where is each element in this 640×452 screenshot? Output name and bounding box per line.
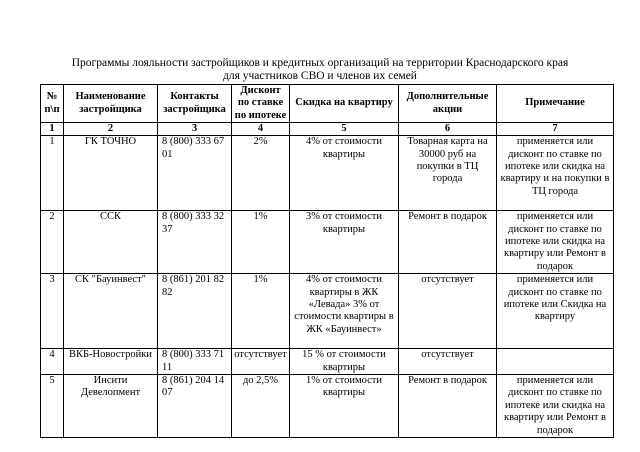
column-number: 6 <box>399 123 497 136</box>
developer-contacts: 8 (861) 201 82 82 <box>158 274 232 349</box>
document-title <box>40 57 600 83</box>
header-cell-number: № п\п <box>41 85 64 123</box>
developer-contacts: 8 (861) 204 14 07 <box>158 375 232 438</box>
row-number: 1 <box>41 136 64 211</box>
table-row <box>41 349 614 375</box>
apartment-discount: 4% от стоимости квартиры в ЖК «Левада» 3% от стоимости квартиры в ЖК «Бауинвест» <box>290 274 399 349</box>
mortgage-discount: 2% <box>232 136 290 211</box>
additional-actions: отсутствует <box>399 349 497 375</box>
note <box>497 349 614 375</box>
header-cell-apartment-discount: Скидка на квартиру <box>290 85 399 123</box>
developer-name: ВКБ-Новостройки <box>64 349 158 375</box>
developer-name: Инсити Девелопмент <box>64 375 158 438</box>
developer-contacts: 8 (800) 333 71 11 <box>158 349 232 375</box>
row-number: 2 <box>41 211 64 274</box>
title-line-1: Программы лояльности застройщиков и кредитных организаций на территории Краснодарского края <box>71 57 569 69</box>
header-cell-actions: Дополнительные акции <box>399 85 497 123</box>
mortgage-discount: отсутствует <box>232 349 290 375</box>
note: применяется или дисконт по ставке по ипотеке или скидка на квартиру или Ремонт в подарок <box>497 211 614 274</box>
table-row <box>41 211 614 274</box>
developer-name: ССК <box>64 211 158 274</box>
additional-actions: отсутствует <box>399 274 497 349</box>
developer-contacts: 8 (800) 333 32 37 <box>158 211 232 274</box>
apartment-discount: 1% от стоимости квартиры <box>290 375 399 438</box>
additional-actions: Ремонт в подарок <box>399 211 497 274</box>
developer-contacts: 8 (800) 333 67 01 <box>158 136 232 211</box>
note: применяется или дисконт по ставке по ипотеке или Скидка на квартиру <box>497 274 614 349</box>
title-line-2: для участников СВО и членов их семей <box>223 70 417 82</box>
table-row <box>41 136 614 211</box>
note: применяется или дисконт по ставке по ипотеке или скидка на квартиру и на покупки в ТЦ города <box>497 136 614 211</box>
mortgage-discount: до 2,5% <box>232 375 290 438</box>
note: применяется или дисконт по ставке по ипотеке или скидка на квартиру или Ремонт в подарок <box>497 375 614 438</box>
column-number: 4 <box>232 123 290 136</box>
mortgage-discount: 1% <box>232 211 290 274</box>
apartment-discount: 3% от стоимости квартиры <box>290 211 399 274</box>
column-number: 7 <box>497 123 614 136</box>
developer-name: СК "Бауинвест" <box>64 274 158 349</box>
column-number: 2 <box>64 123 158 136</box>
table-row <box>41 274 614 349</box>
header-cell-name: Наименование застройщика <box>64 85 158 123</box>
header-row <box>41 85 614 123</box>
header-cell-contacts: Контакты застройщика <box>158 85 232 123</box>
row-number: 5 <box>41 375 64 438</box>
column-number: 5 <box>290 123 399 136</box>
apartment-discount: 15 % от стоимости квартиры <box>290 349 399 375</box>
column-number: 3 <box>158 123 232 136</box>
row-number: 3 <box>41 274 64 349</box>
column-number: 1 <box>41 123 64 136</box>
column-number-row <box>41 123 614 136</box>
header-cell-note: Примечание <box>497 85 614 123</box>
additional-actions: Товарная карта на 30000 руб на покупки в ТЦ города <box>399 136 497 211</box>
developer-name: ГК ТОЧНО <box>64 136 158 211</box>
mortgage-discount: 1% <box>232 274 290 349</box>
additional-actions: Ремонт в подарок <box>399 375 497 438</box>
header-cell-discount: Дисконт по ставке по ипотеке <box>232 85 290 123</box>
loyalty-programs-table <box>40 84 614 438</box>
apartment-discount: 4% от стоимости квартиры <box>290 136 399 211</box>
row-number: 4 <box>41 349 64 375</box>
table-row <box>41 375 614 438</box>
